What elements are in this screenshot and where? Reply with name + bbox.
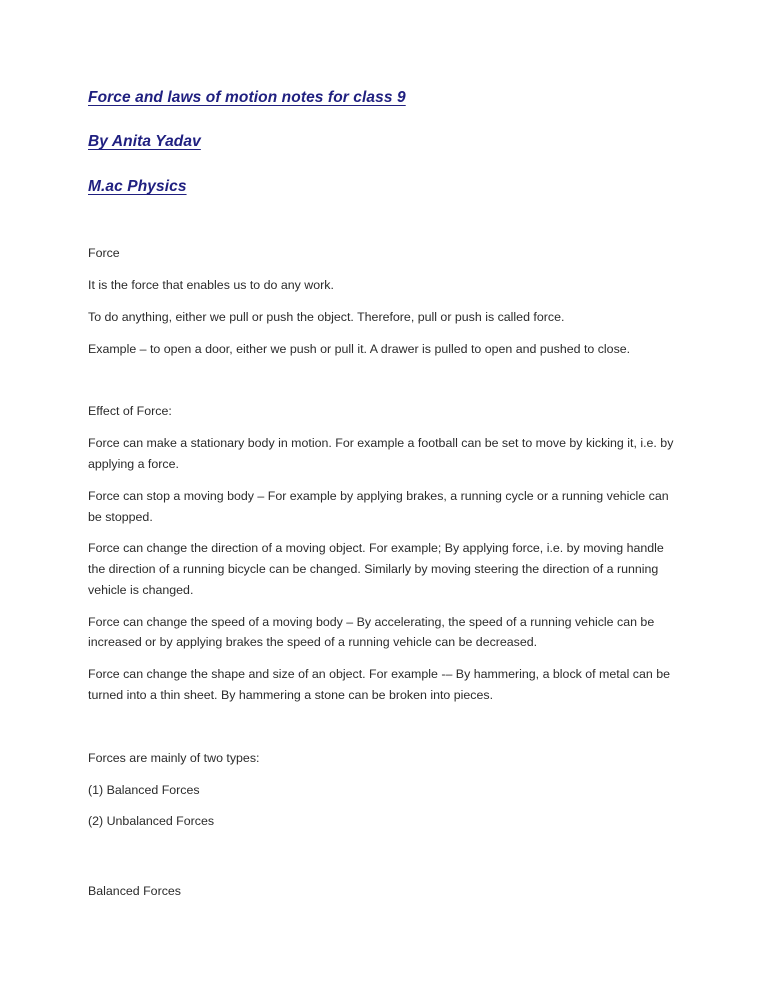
paragraph-force-definition: It is the force that enables us to do any work. (88, 277, 334, 292)
section-heading-types-of-forces: Forces are mainly of two types: (88, 750, 260, 765)
section-heading-effect-of-force: Effect of Force: (88, 404, 172, 419)
document-body (88, 243, 680, 902)
section-spacer (88, 717, 680, 748)
document-subtitle-qualification: M.ac Physics (88, 177, 187, 195)
list-item-unbalanced-forces: (2) Unbalanced Forces (88, 814, 215, 829)
section-heading-force: Force (88, 246, 120, 261)
paragraph-effect-change-shape-size: Force can change the shape and size of an object. For example -– By hammering, a block of metal can be turned into a thin sheet. By hammering a stone can be broken into pieces. (88, 667, 670, 703)
paragraph-effect-change-direction: Force can change the direction of a moving object. For example; By applying force, i.e. by moving handle the direction of a running bicycle can be changed. Similarly by moving steering the direction of a running vehicle is changed. (88, 541, 664, 597)
paragraph-effect-stationary-body: Force can make a stationary body in motion. For example a football can be set to move by kicking it, i.e. by applying a force. (88, 436, 674, 471)
document-title-block (88, 88, 680, 196)
paragraph-force-example: Example – to open a door, either we push or pull it. A drawer is pulled to open and pushed to close. (88, 341, 631, 356)
section-spacer (88, 370, 680, 401)
document-author: By Anita Yadav (88, 133, 201, 151)
paragraph-effect-change-speed: Force can change the speed of a moving body – By accelerating, the speed of a running vehicle can be increased or by applying brakes the speed of a running vehicle can be decreased. (88, 614, 655, 650)
section-spacer (88, 843, 680, 881)
list-item-balanced-forces: (1) Balanced Forces (88, 782, 200, 797)
paragraph-force-pull-push: To do anything, either we pull or push the object. Therefore, pull or push is called force. (88, 309, 565, 324)
section-heading-balanced-forces: Balanced Forces (88, 884, 181, 899)
paragraph-effect-stop-moving-body: Force can stop a moving body – For example by applying brakes, a running cycle or a running vehicle can be stopped. (88, 488, 669, 524)
document-title: Force and laws of motion notes for class 9 (88, 89, 406, 106)
